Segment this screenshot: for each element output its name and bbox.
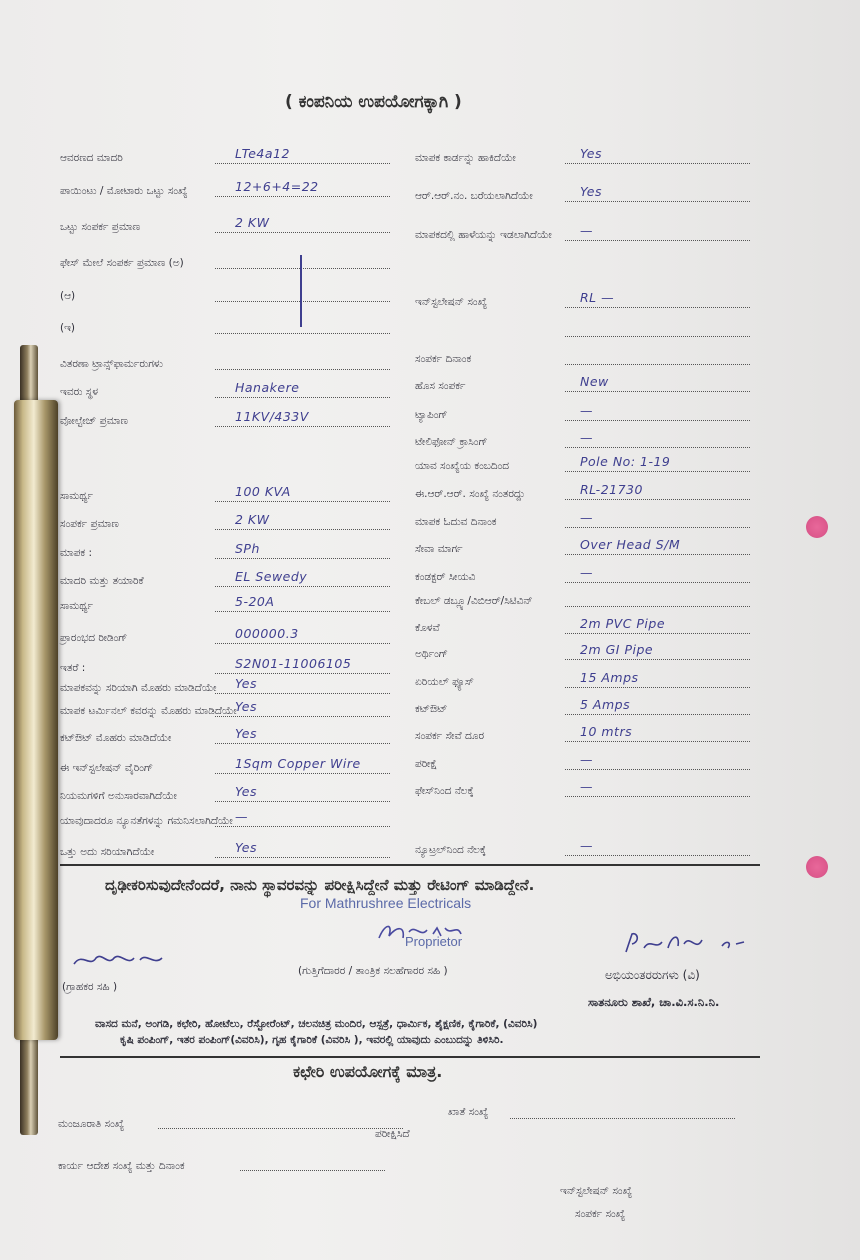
right-field-line	[565, 420, 750, 421]
left-field-label: ಸಾಮರ್ಥ್ಯ	[60, 600, 93, 612]
left-field-label: (ಇ)	[60, 322, 76, 334]
left-field-line	[215, 673, 390, 674]
work-order-line	[240, 1170, 385, 1171]
right-field-line	[565, 527, 750, 528]
right-field-label: ಯಾವ ಸಂಖ್ಯೆಯ ಕಂಬದಿಂದ	[415, 460, 510, 472]
left-field-line	[215, 693, 390, 694]
right-field-label: ಕೇಬಲ್ ಡಬ್ಲ್ಯೂ/ವಿಬಿಆರ್/ಸಿಟಿವಿನ್	[415, 595, 533, 607]
left-field-line	[215, 743, 390, 744]
right-field-label: ಈ.ಆರ್.ಆರ್. ಸಂಖ್ಯೆ ನಂತರದ್ದು	[415, 488, 526, 500]
right-field-line	[565, 391, 750, 392]
right-field-line	[565, 240, 750, 241]
customer-signature-label: (ಗ್ರಾಹಕರ ಸಹಿ )	[62, 981, 118, 993]
left-field-value: 11KV/433V	[235, 409, 309, 424]
right-field-value: —	[580, 403, 593, 418]
right-field-value: RL-21730	[580, 482, 643, 497]
right-field-label: ಏರಿಯಲ್ ಫ್ಯೂಸ್	[415, 676, 474, 688]
left-field-label: ಫೇಸ್ ಮೇಲೆ ಸಂಪರ್ಕ ಪ್ರಮಾಣ (ಅ)	[60, 257, 184, 269]
left-field-value: LTe4a12	[235, 146, 290, 161]
left-field-value: 100 KVA	[235, 484, 291, 499]
right-field-label: ಫೇಸ್‌ನಿಂದ ನೆಲಕ್ಕೆ	[415, 785, 474, 797]
left-field-line	[215, 857, 390, 858]
engineer-signature	[622, 928, 752, 962]
connection-number-label: ಸಂಪರ್ಕ ಸಂಖ್ಯೆ	[575, 1208, 626, 1220]
left-field-line	[215, 333, 390, 334]
right-field-label: ಮಾಪಕ ಓದುವ ದಿನಾಂಕ	[415, 516, 497, 528]
punch-hole	[806, 516, 828, 538]
right-field-label: ಸೇವಾ ಮಾರ್ಗ	[415, 543, 463, 555]
left-field-line	[215, 232, 390, 233]
right-field-value: 5 Amps	[580, 697, 631, 712]
right-field-line	[565, 796, 750, 797]
right-field-line	[565, 741, 750, 742]
left-field-value: 000000.3	[235, 626, 299, 641]
left-field-line	[215, 426, 390, 427]
left-field-value: Yes	[235, 726, 257, 741]
left-field-line	[215, 501, 390, 502]
right-field-line	[565, 201, 750, 202]
right-field-value: New	[580, 374, 609, 389]
right-field-label: ಅರ್ಥಿಂಗ್	[415, 648, 448, 660]
right-field-value: RL —	[580, 290, 615, 305]
right-field-label: ಟೇಲಿಫೋನ್ ಕ್ರಾಸಿಂಗ್	[415, 436, 488, 448]
left-field-value: Yes	[235, 699, 257, 714]
left-field-line	[215, 369, 390, 370]
left-field-value: EL Sewedy	[235, 569, 308, 584]
right-field-line	[565, 163, 750, 164]
left-field-line	[215, 196, 390, 197]
contractor-signature	[375, 918, 465, 948]
right-field-label: ಸಂಪರ್ಕ ದಿನಾಂಕ	[415, 353, 472, 365]
left-field-label: ಇವರು ಸ್ಥಳ	[60, 386, 99, 398]
binder-clip	[14, 400, 58, 1040]
right-field-label: ಇನ್‌ಸ್ಟಲೇಷನ್ ಸಂಖ್ಯೆ	[415, 296, 488, 308]
certification-text: ದೃಢೀಕರಿಸುವುದೇನೆಂದರೆ, ನಾನು ಸ್ಥಾವರವನ್ನು ಪರೀಕ್ಷಿಸಿದ್ದೇನೆ ಮತ್ತು ರೇಟಿಂಗ್ ಮಾಡಿದ್ದೇನೆ.	[105, 876, 535, 894]
right-field-line	[565, 582, 750, 583]
left-field-value: Hanakere	[235, 380, 300, 395]
right-field-value: Yes	[580, 184, 602, 199]
left-field-value: S2N01-11006105	[235, 656, 352, 671]
installation-number-label: ಇನ್‌ಸ್ಟಲೇಷನ್ ಸಂಖ್ಯೆ	[560, 1185, 633, 1197]
right-field-value: 15 Amps	[580, 670, 639, 685]
right-field-value: —	[580, 752, 593, 767]
right-field-label: ನ್ಯೂಟ್ರಲ್‌ನಿಂದ ನೆಲಕ್ಕೆ	[415, 844, 486, 856]
stamp-line-2: Proprietor	[405, 934, 463, 949]
left-field-label: ಮಾಪಕವನ್ನು ಸರಿಯಾಗಿ ಮೊಹರು ಮಾಡಿದೆಯೇ	[60, 682, 217, 694]
right-field-value: —	[580, 510, 593, 525]
right-field-label: ಸಂಪರ್ಕ ಸೇವೆ ದೂರ	[415, 730, 485, 742]
left-field-value: —	[235, 809, 248, 824]
left-field-value: SPh	[235, 541, 260, 556]
left-field-value: Yes	[235, 784, 257, 799]
left-field-value: 12+6+4=22	[235, 179, 319, 194]
right-field-value: Yes	[580, 146, 602, 161]
right-field-line	[565, 855, 750, 856]
left-field-line	[215, 643, 390, 644]
usage-note-1: ವಾಸದ ಮನೆ, ಅಂಗಡಿ, ಕಛೇರಿ, ಹೋಟೆಲು, ರೆಸ್ಟೋರೆಂಟ್, ಚಲನಚಿತ್ರ ಮಂದಿರ, ಆಸ್ಪತ್ರೆ, ಧಾರ್ಮಿಕ, ಶೈಕ್ಷಣಿಕ, ಕೈಗಾರಿಕೆ, (ವಿವರಿಸಿ)	[95, 1018, 538, 1030]
left-field-label: ಒತ್ತು ಅದು ಸರಿಯಾಗಿದೆಯೇ	[60, 846, 155, 858]
sanction-number-label: ಮಂಜೂರಾತಿ ಸಂಖ್ಯೆ	[58, 1118, 125, 1130]
right-field-line	[565, 769, 750, 770]
right-field-line	[565, 714, 750, 715]
sanction-number-line	[158, 1128, 403, 1129]
section-divider	[60, 864, 760, 866]
right-field-label: ಕಂಡಕ್ಟರ್ ಸೀಯವಿ	[415, 571, 476, 583]
left-field-line	[215, 826, 390, 827]
right-field-label: ಆರ್.ಆರ್.ನಂ. ಬರೆಯಲಾಗಿದೆಯೇ	[415, 190, 533, 202]
left-field-line	[215, 611, 390, 612]
right-field-value: 2m PVC Pipe	[580, 616, 666, 631]
right-field-value: Over Head S/M	[580, 537, 681, 552]
left-field-line	[215, 801, 390, 802]
right-field-line	[565, 471, 750, 472]
office-divider	[60, 1056, 760, 1058]
office-section-title: ಕಛೇರಿ ಉಪಯೋಗಕ್ಕೆ ಮಾತ್ರ.	[293, 1062, 443, 1081]
right-field-line	[565, 499, 750, 500]
right-field-label: ಟ್ಯಾಪಿಂಗ್	[415, 409, 448, 421]
left-field-label: ಈ ಇನ್‌ಸ್ಟಲೇಷನ್ ವೈರಿಂಗ್	[60, 762, 154, 774]
left-field-label: ಪ್ರಾರಂಭದ ರೀಡಿಂಗ್	[60, 632, 128, 644]
right-field-line	[565, 554, 750, 555]
right-field-label: ಪರೀಕ್ಷೆ	[415, 758, 438, 770]
left-field-label: ಮಾಪಕ :	[60, 547, 93, 559]
left-field-label: ಕಟ್‌ಔಟ್ ಮೊಹರು ಮಾಡಿದೆಯೇ	[60, 732, 172, 744]
left-field-line	[215, 301, 390, 302]
punch-hole	[806, 856, 828, 878]
right-field-line	[565, 447, 750, 448]
left-field-label: ನಿಯಮಗಳಿಗೆ ಅನುಸಾರವಾಗಿದೆಯೇ	[60, 790, 177, 802]
account-number-label: ಖಾತೆ ಸಂಖ್ಯೆ	[448, 1106, 489, 1118]
left-field-label: ವಿತರಣಾ ಟ್ರಾನ್ಸ್‌ಫಾರ್ಮರುಗಳು	[60, 358, 163, 370]
right-field-line	[565, 307, 750, 308]
stamp-line-1: For Mathrushree Electricals	[300, 895, 472, 911]
right-field-value: 2m GI Pipe	[580, 642, 654, 657]
account-number-line	[510, 1118, 735, 1119]
right-field-line	[565, 336, 750, 337]
right-field-line	[565, 659, 750, 660]
left-field-line	[215, 397, 390, 398]
left-field-label: (ಆ)	[60, 290, 76, 302]
right-field-line	[565, 364, 750, 365]
customer-signature	[70, 948, 170, 972]
left-field-label: ಮಾದರಿ ಮತ್ತು ತಯಾರಿಕೆ	[60, 575, 144, 587]
left-field-value: 2 KW	[235, 215, 270, 230]
left-field-label: ಇತರೆ :	[60, 662, 86, 674]
engineer-label: ಅಭಿಯಂತರರುಗಳು (ವಿ)	[605, 968, 700, 982]
left-field-label: ಸಾಮರ್ಥ್ಯ	[60, 490, 93, 502]
right-field-value: 10 mtrs	[580, 724, 633, 739]
left-field-line	[215, 716, 390, 717]
usage-note-2: ಕೃಷಿ ಪಂಪಿಂಗ್, ಇತರ ಪಂಪಿಂಗ್(ವಿವರಿಸಿ), ಗೃಹ ಕೈಗಾರಿಕೆ (ವಿವರಿಸಿ ), ಇವರಲ್ಲಿ ಯಾವುದು ಎಂಬುದನ್ನು ತಿಳಿಸಿರಿ.	[120, 1034, 504, 1046]
left-field-line	[215, 586, 390, 587]
right-field-value: —	[580, 430, 593, 445]
right-field-line	[565, 687, 750, 688]
right-field-line	[565, 633, 750, 634]
left-field-label: ಸಂಪರ್ಕ ಪ್ರಮಾಣ	[60, 518, 119, 530]
right-field-value: —	[580, 838, 593, 853]
checked-label: ಪರೀಕ್ಷಿಸಿದೆ	[375, 1128, 410, 1140]
right-field-label: ಮಾಪಕ ಕಾರ್ಡನ್ನು ಹಾಕಿದೆಯೇ	[415, 152, 516, 164]
right-field-line	[565, 606, 750, 607]
office-label: ಸಾತನೂರು ಶಾಖೆ, ಚಾ.ವಿ.ಸ.ನಿ.ನಿ.	[588, 995, 720, 1009]
right-field-value: —	[580, 565, 593, 580]
right-field-value: —	[580, 779, 593, 794]
left-field-line	[215, 773, 390, 774]
left-field-line	[215, 163, 390, 164]
left-field-label: ವೋಲ್ಟೇಜ್ ಪ್ರಮಾಣ	[60, 415, 128, 427]
left-field-value: 1Sqm Copper Wire	[235, 756, 361, 771]
right-field-value: Pole No: 1-19	[580, 454, 671, 469]
right-field-label: ಕಟ್‌ಔಟ್	[415, 703, 448, 715]
handwritten-stroke	[300, 255, 302, 327]
left-field-line	[215, 529, 390, 530]
left-field-line	[215, 268, 390, 269]
right-field-label: ಮಾಪಕದಲ್ಲಿ ಹಾಳೆಯನ್ನು ಇಡಲಾಗಿದೆಯೇ	[415, 229, 552, 241]
left-field-line	[215, 558, 390, 559]
left-field-value: 2 KW	[235, 512, 270, 527]
left-field-value: Yes	[235, 676, 257, 691]
left-field-label: ಪಾಯಿಂಟು / ಮೋಟಾರು ಒಟ್ಟು ಸಂಖ್ಯೆ	[60, 185, 188, 197]
page-title: ( ಕಂಪನಿಯ ಉಪಯೋಗಕ್ಕಾಗಿ )	[285, 92, 462, 112]
left-field-label: ಮಾಪಕ ಟರ್ಮಿನಲ್ ಕವರನ್ನು ಮೊಹರು ಮಾಡಿದೆಯೇ	[60, 705, 237, 717]
left-field-value: 5-20A	[235, 594, 275, 609]
left-field-label: ಯಾವುದಾದರೂ ನ್ಯೂನತೆಗಳನ್ನು ಗಮನಿಸಲಾಗಿದೆಯೇ	[60, 815, 233, 827]
left-field-label: ಒಟ್ಟು ಸಂಪರ್ಕ ಪ್ರಮಾಣ	[60, 221, 141, 233]
work-order-label: ಕಾರ್ಯ ಆದೇಶ ಸಂಖ್ಯೆ ಮತ್ತು ದಿನಾಂಕ	[58, 1160, 185, 1172]
right-field-label: ಹೊಸ ಸಂಪರ್ಕ	[415, 380, 466, 392]
left-field-label: ಆವರಣದ ಮಾದರಿ	[60, 152, 123, 164]
right-field-value: —	[580, 223, 593, 238]
contractor-signature-label: (ಗುತ್ತಿಗೆದಾರರ / ತಾಂತ್ರಿಕ ಸಲಹೆಗಾರರ ಸಹಿ )	[298, 965, 448, 977]
left-field-value: Yes	[235, 840, 257, 855]
right-field-label: ಕೊಳವೆ	[415, 622, 440, 634]
